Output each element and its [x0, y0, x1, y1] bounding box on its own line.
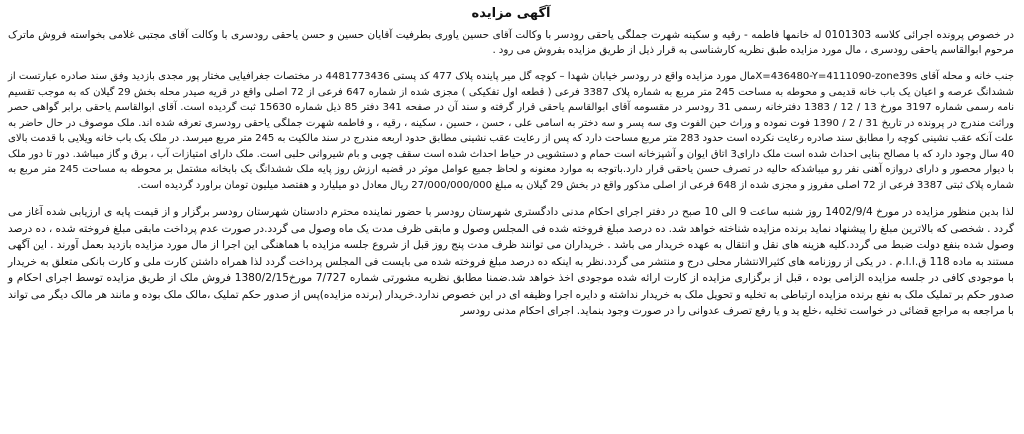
notice-paragraph-auction-terms: لذا بدین منظور مزایده در مورخ 1402/9/4 روز شنبه ساعت 9 الی 10 صبح در دفتر اجرای احکام مدنی دادگستری شهرستان رودسر با حضور نماینده محترم دادستان شهرستان رودسر برگزار و از قیمت پایه ی ارزیابی شده آغاز می گردد . شخصی که بالاترین مبلغ را پیشنهاد نماید برنده مزایده شناخته خواهد شد. ده درصد مبلغ فروخته شده فی المجلس وصول و مابقی ظرف مدت یک ماه وصول می گردد.در صورت عدم پرداخت مابقی مبلغ فروخته شده ، ده درصد وصول شده بنفع دولت ضبط می گردد.کلیه هزینه های نقل و انتقال به عهده خریدار می باشد . خریداران می توانند ظرف مدت پنج روز قبل از شروع جلسه مزایده با هماهنگی این اجرا از مال مورد مزایده بازدید بعمل آورند . این آگهی مستند به ماده 118 ق.ا.ا.م . در یکی از روزنامه های کثیرالانتشار محلی درج و منتشر می گردد.نظر به اینکه ده درصد مبلغ فروخته شده می بایست فی المجلس پرداخت گردد لذا همراه داشتن کارت ملی و کارت بانکی متعلق به خریدار با موجودی کافی در جلسه مزایده الزامی بوده ، قبل از برگزاری مزایده از کارت ارائه شده موجودی اخذ خواهد شد.ضمنا مطابق نظریه مشورتی شماره 7/727 مورخ1380/2/15 فروش ملک از طریق مزایده توسط اجرای احکام و صدور حکم بر تملیک ملک به نفع برنده مزایده ارتباطی به تخلیه و تحویل ملک به خریدار نداشته و دایره اجرا وظیفه ای در این خصوص ندارد.خریدار (برنده مزایده)پس از صدور حکم تملیک ،مالک ملک بوده و مانند هر مالک دیگر می تواند با مراجعه به مراجع قضائی در خواست تخلیه ،خلع ید و یا رفع تصرف عدوانی را در صورت وجود بنماید. اجرای احکام مدنی رودسر — [8, 206, 1015, 318]
notice-title: آگهی مزایده — [471, 6, 551, 21]
notice-paragraph-case: در خصوص پرونده اجرائی کلاسه 0101303 له خانمها فاطمه - رقیه و سکینه شهرت جملگی یاحقی رودسر با وکالت آقای حسین یاوری بطرفیت آقایان حسین و حسن یاحقی رودسری با وکالت آقای مجتبی غلامی بخواسته فروش ماترک مرحوم ابوالقاسم یاحقی رودسری ، مال مورد مزایده طبق نظریه کارشناسی به قرار ذیل از طریق مزایده بفروش می رود . — [8, 29, 1014, 57]
notice-paragraph-property: جنب خانه و محله آقای X=436480-Y=4111090-zone39sمال مورد مزایده واقع در رودسر خیابان شهدا – کوچه گل میر پاینده پلاک 477 کد پستی 4481773436 در مختصات جغرافیایی مختار پور مجدی بازدید وفق سند صادره عبارتست از ششدانگ عرصه و اعیان یک باب خانه قدیمی و محوطه به مساحت 245 متر مربع به شماره پلاک 3387 فرعی ( قطعه اول تفکیکی ) مجزی شده از شماره 647 فرعی از 72 اصلی واقع در قریه صیدر محله بخش 29 گیلان که به موجب تقسیم نامه رسمی شماره 3197 مورخ 13 / 12 / 1383 دفترخانه رسمی 31 رودسر در مقسومه آقای ابوالقاسم یاحقی قرار گرفته و سند آن در صفحه 341 دفتر 85 ذیل شماره 15630 ثبت گردیده است. آقای ابوالقاسم یاحقی برابر گواهی حصر وراثت مندرج در پرونده در تاریخ 31 / 2 / 1390 فوت نموده و وراث حین الفوت وی سه پسر و سه دختر به اسامی علی ، حسن ، حسین ، سکینه ، رقیه ، و فاطمه شهرت جملگی یاحقی رودسری تعرفه شده اند. ملک موصوف در حال حاضر به علت آنکه عقب نشینی کوچه را مطابق سند صادره رعایت نکرده است حدود 283 متر مربع مساحت دارد که پس از رعایت عقب نشینی مطابق حدود اربعه مندرج در سند مالکیت به 245 متر مربع میرسد. در ملک یک باب خانه ویلایی با قدمت بالای 40 سال وجود دارد که با مصالح بنایی احداث شده است ملک دارای3 اتاق ایوان و آشپزخانه است حمام و دستشویی در حیاط احداث شده است سقف چوبی و بام شیروانی حلبی است. ملک دارای امتیازات آب ، برق و گاز میباشد. دور تا دور ملک با دیوار محصور و دارای دروازه آهنی نفر رو میباشدکه حالیه در تصرف حسن یاحقی قرار دارد.باتوجه به موارد معنونه و لحاظ جمیع عوامل موثر در قضیه ارزش روز پایه ملک ششدانگ یک بابخانه مشتمل بر محوطه به مساحت 245 متر مربع به شماره پلاک ثبتی 3387 فرعی از 72 اصلی مفروز و مجزی شده از 648 فرعی از اصلی مذکور واقع در بخش 29 گیلان به مبلغ 27/000/000/000 ریال معادل دو میلیارد و هفتصد میلیون تومان براورد گردیده است. — [8, 71, 1015, 191]
